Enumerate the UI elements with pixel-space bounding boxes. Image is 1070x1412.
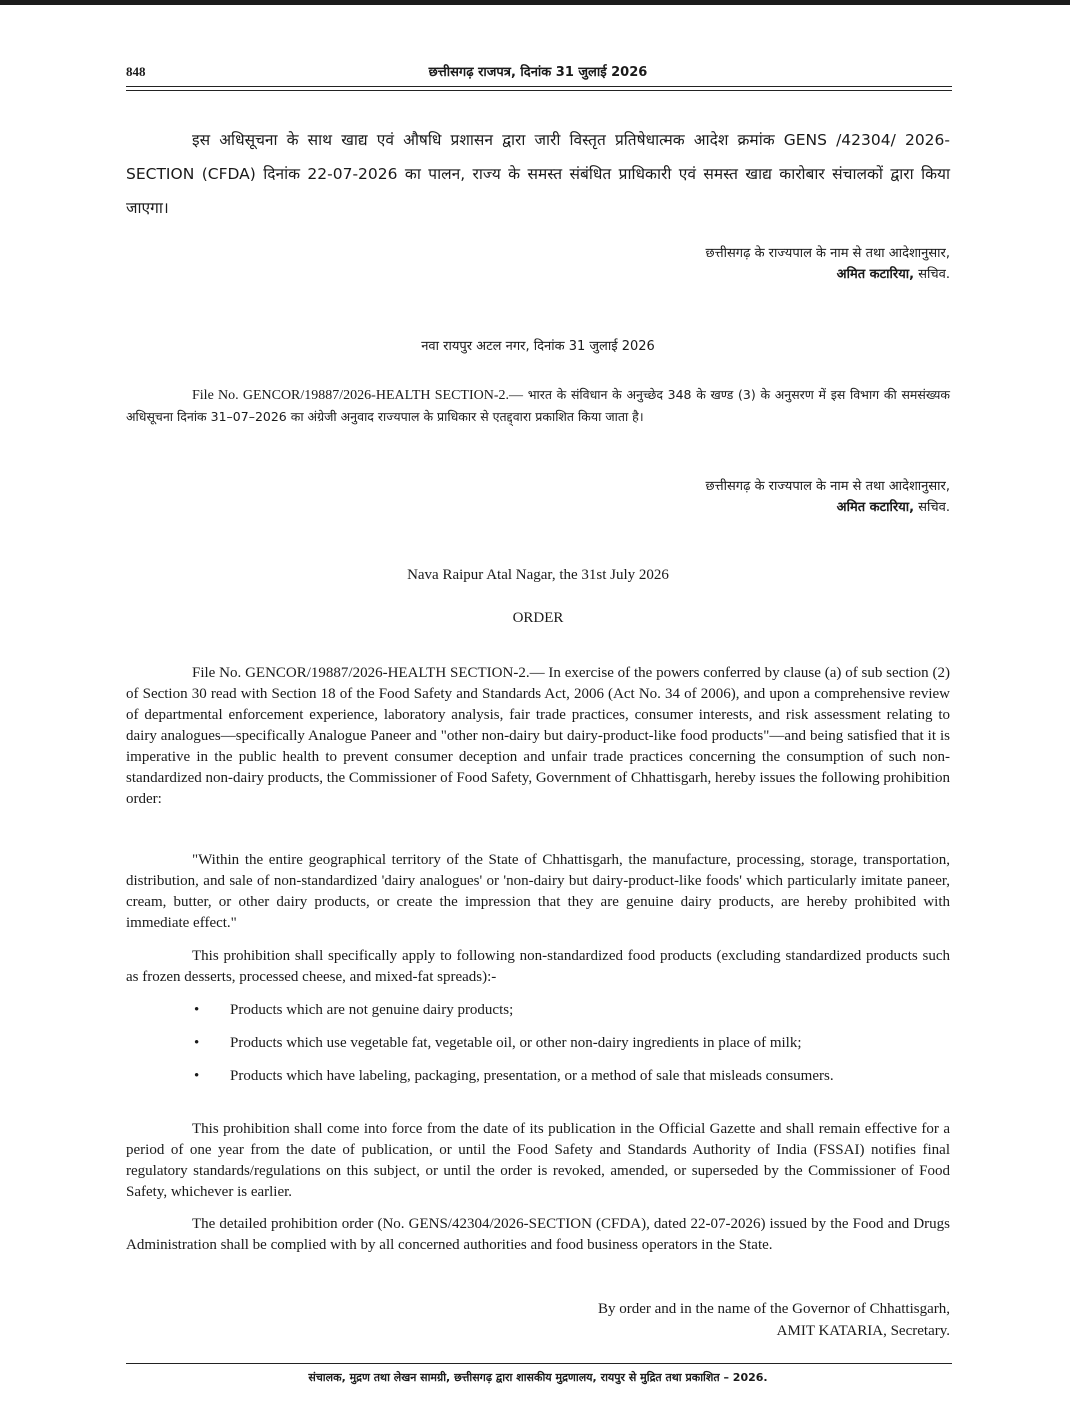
- list-item: • Products which are not genuine dairy products;: [126, 1000, 950, 1021]
- signatory-title: सचिव.: [914, 500, 950, 515]
- order-place-date: Nava Raipur Atal Nagar, the 31st July 2026: [407, 567, 669, 583]
- printer-footer: संचालक, मुद्रण तथा लेखन सामग्री, छत्तीसगढ़ द्वारा शासकीय मुद्रणालय, रायपुर से मुद्रित तथा प्रकाशित – 2026.: [308, 1371, 768, 1384]
- order-paragraph-2: This prohibition shall specifically apply to following non-standardized food products (excluding standardized products such as frozen desserts, processed cheese, and mixed-fat spreads):-: [126, 948, 950, 985]
- footer-rule: [126, 1363, 952, 1364]
- hindi-notice-paragraph: इस अधिसूचना के साथ खाद्य एवं औषधि प्रशासन द्वारा जारी विस्तृत प्रतिषेधात्मक आदेश क्रमांक GENS /42304/ 2026-SECTION (CFDA) दिनांक 22-07-2026 का पालन, राज्य के समस्त संबंधित प्राधिकारी एवं समस्त खाद्य कारोबार संचालकों द्वारा किया जाएगा।: [126, 131, 950, 217]
- closing-signatory: AMIT KATARIA, Secretary.: [776, 1323, 950, 1339]
- page-number: 848: [126, 64, 146, 79]
- header-rule-top: [126, 86, 952, 87]
- order-paragraph-1: File No. GENCOR/19887/2026-HEALTH SECTION-2.— In exercise of the powers conferred by clause (a) of sub section (2) of Section 30 read with Section 18 of the Food Safety and Standards Act, 2006 (Act No. 34 of 2006), and upon a comprehensive review of departmental enforcement experience, laboratory analysis, fair trade practices, consumer interests, and risk assessment relating to dairy analogues—specifically Analogue Paneer and "other non-dairy but dairy-product-like food products"—and being satisfied that it is imperative in the public health to prevent consumer deception and unfair trade practices concerning the consumption of such non-standardized non-dairy products, the Commissioner of Food Safety, Government of Chhattisgarh, hereby issues the following prohibition order:: [126, 665, 950, 807]
- signature-line: छत्तीसगढ़ के राज्यपाल के नाम से तथा आदेशानुसार,: [705, 246, 950, 261]
- signatory-name: अमित कटारिया,: [836, 267, 915, 282]
- hindi-place-date: नवा रायपुर अटल नगर, दिनांक 31 जुलाई 2026: [421, 339, 655, 354]
- gazette-header: [126, 60, 950, 84]
- gazette-title: छत्तीसगढ़ राजपत्र, दिनांक 31 जुलाई 2026: [428, 65, 648, 80]
- order-heading: ORDER: [512, 610, 564, 626]
- order-quote: "Within the entire geographical territory of the State of Chhattisgarh, the manufacture, processing, storage, transportation, distribution, and sale of non-standardized 'dairy analogues' or 'non-dairy but dairy-product-like foods' which particularly imitate paneer, cream, butter, or other dairy products, or create the impression that they are genuine dairy products, are hereby prohibited with immediate effect.": [126, 852, 950, 931]
- hindi-signature-block-2: [706, 476, 950, 518]
- translation-text: भारत के संविधान के अनुच्छेद 348 के खण्ड (3) के अनुसरण में इस विभाग की समसंख्यक अधिसूचना दिनांक 31–07–2026 का अंग्रेजी अनुवाद राज्यपाल के प्राधिकार से एतद्द्वारा प्रकाशित किया जाता है।: [126, 387, 950, 424]
- list-item: • Products which have labeling, packaging, presentation, or a method of sale that misleads consumers.: [126, 1066, 950, 1087]
- file-number: File No. GENCOR/19887/2026-HEALTH SECTION-2.—: [192, 388, 524, 403]
- list-item: • Products which use vegetable fat, vegetable oil, or other non-dairy ingredients in place of milk;: [126, 1033, 950, 1054]
- hindi-translation-paragraph: [126, 384, 950, 428]
- header-rule-bottom: [126, 90, 952, 91]
- signatory-title: सचिव.: [914, 267, 950, 282]
- top-border: [0, 0, 1070, 5]
- prohibited-products-list: [126, 1000, 950, 1099]
- order-paragraph-4: The detailed prohibition order (No. GENS/42304/2026-SECTION (CFDA), dated 22-07-2026) issued by the Food and Drugs Administration shall be complied with by all concerned authorities and food business operators in the State.: [126, 1216, 950, 1253]
- closing-line: By order and in the name of the Governor of Chhattisgarh,: [598, 1301, 950, 1317]
- signature-line: छत्तीसगढ़ के राज्यपाल के नाम से तथा आदेशानुसार,: [705, 479, 950, 494]
- order-paragraph-3: This prohibition shall come into force from the date of its publication in the Official Gazette and shall remain effective for a period of one year from the date of publication, or until the Food Safety and Standards Authority of India (FSSAI) notifies final regulatory standards/regulations on this subject, or until the order is revoked, amended, or superseded by the Commissioner of Food Safety, whichever is earlier.: [126, 1121, 950, 1200]
- signatory-name: अमित कटारिया,: [836, 500, 915, 515]
- closing-signature-block: [598, 1298, 950, 1342]
- hindi-signature-block-1: [706, 243, 950, 285]
